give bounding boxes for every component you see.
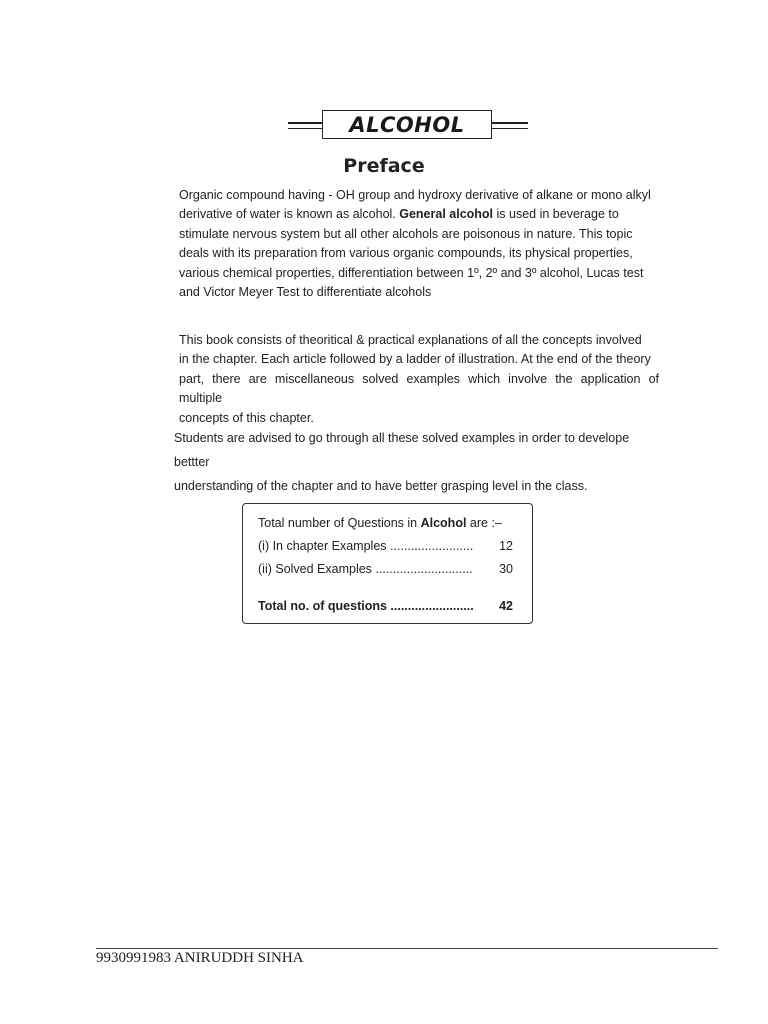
intro-line	[179, 205, 659, 224]
text-span: and Victor Meyer Test to differentiate alcohols	[179, 285, 432, 300]
page-subtitle: Preface	[343, 155, 425, 177]
advice-line: Students are advised to go through all these solved examples in order to develope bettter	[174, 431, 630, 469]
row-count: 12	[499, 539, 513, 553]
footer-rule	[96, 948, 718, 949]
question-count-total	[258, 599, 513, 613]
text-span: Total number of Questions in	[258, 516, 421, 530]
advice-line: understanding of the chapter and to have better grasping level in the class.	[174, 479, 588, 493]
text-span: This book consists of theoritical & practical explanations of all the concepts involved	[179, 333, 642, 347]
intro-paragraph	[179, 186, 659, 302]
text-span: is used in beverage to	[493, 207, 619, 222]
book-line	[179, 370, 659, 409]
title-rule-right-bottom	[490, 128, 528, 129]
chapter-title-box	[322, 110, 492, 139]
question-count-box	[242, 503, 533, 624]
row-count: 30	[499, 562, 513, 576]
text-span: concepts of this chapter.	[179, 410, 314, 425]
text-span: part, there are miscellaneous solved examples which involve the application of multiple	[179, 371, 659, 406]
question-count-heading	[258, 516, 513, 530]
row-label: (i) In chapter Examples ........................	[258, 539, 474, 553]
book-line	[179, 331, 659, 350]
intro-line	[179, 225, 659, 244]
title-rule-right-top	[490, 122, 528, 124]
advice-paragraph	[174, 426, 664, 498]
title-rule-left-bottom	[288, 128, 324, 129]
title-rule-left-top	[288, 122, 324, 124]
text-span: various chemical properties, differentiation between 1º, 2º and 3º alcohol, Lucas test	[179, 265, 644, 280]
text-span: in the chapter. Each article followed by a ladder of illustration. At the end of the theory	[179, 352, 651, 367]
text-span: deals with its preparation from various organic compounds, its physical properties,	[179, 246, 633, 261]
text-span: Organic compound having - OH group and hydroxy derivative of alkane or mono alkyl	[179, 188, 651, 202]
question-count-row	[258, 562, 513, 576]
intro-line	[179, 244, 659, 263]
total-count: 42	[499, 599, 513, 613]
intro-line	[179, 186, 659, 205]
text-span: stimulate nervous system but all other alcohols are poisonous in nature. This topic	[179, 226, 633, 241]
row-label: (ii) Solved Examples ............................	[258, 562, 473, 576]
text-span: derivative of water is known as alcohol.	[179, 207, 400, 222]
chapter-name: Alcohol	[420, 516, 467, 530]
chapter-title: ALCOHOL	[349, 112, 465, 137]
book-paragraph	[179, 331, 659, 428]
intro-line	[179, 264, 659, 283]
general-alcohol-term: General alcohol	[399, 207, 494, 222]
book-line	[179, 350, 659, 369]
total-label: Total no. of questions ........................	[258, 599, 474, 613]
question-count-row	[258, 539, 513, 553]
footer-text: 9930991983 ANIRUDDH SINHA	[96, 950, 304, 966]
text-span: are :–	[466, 516, 502, 530]
intro-line	[179, 283, 659, 302]
